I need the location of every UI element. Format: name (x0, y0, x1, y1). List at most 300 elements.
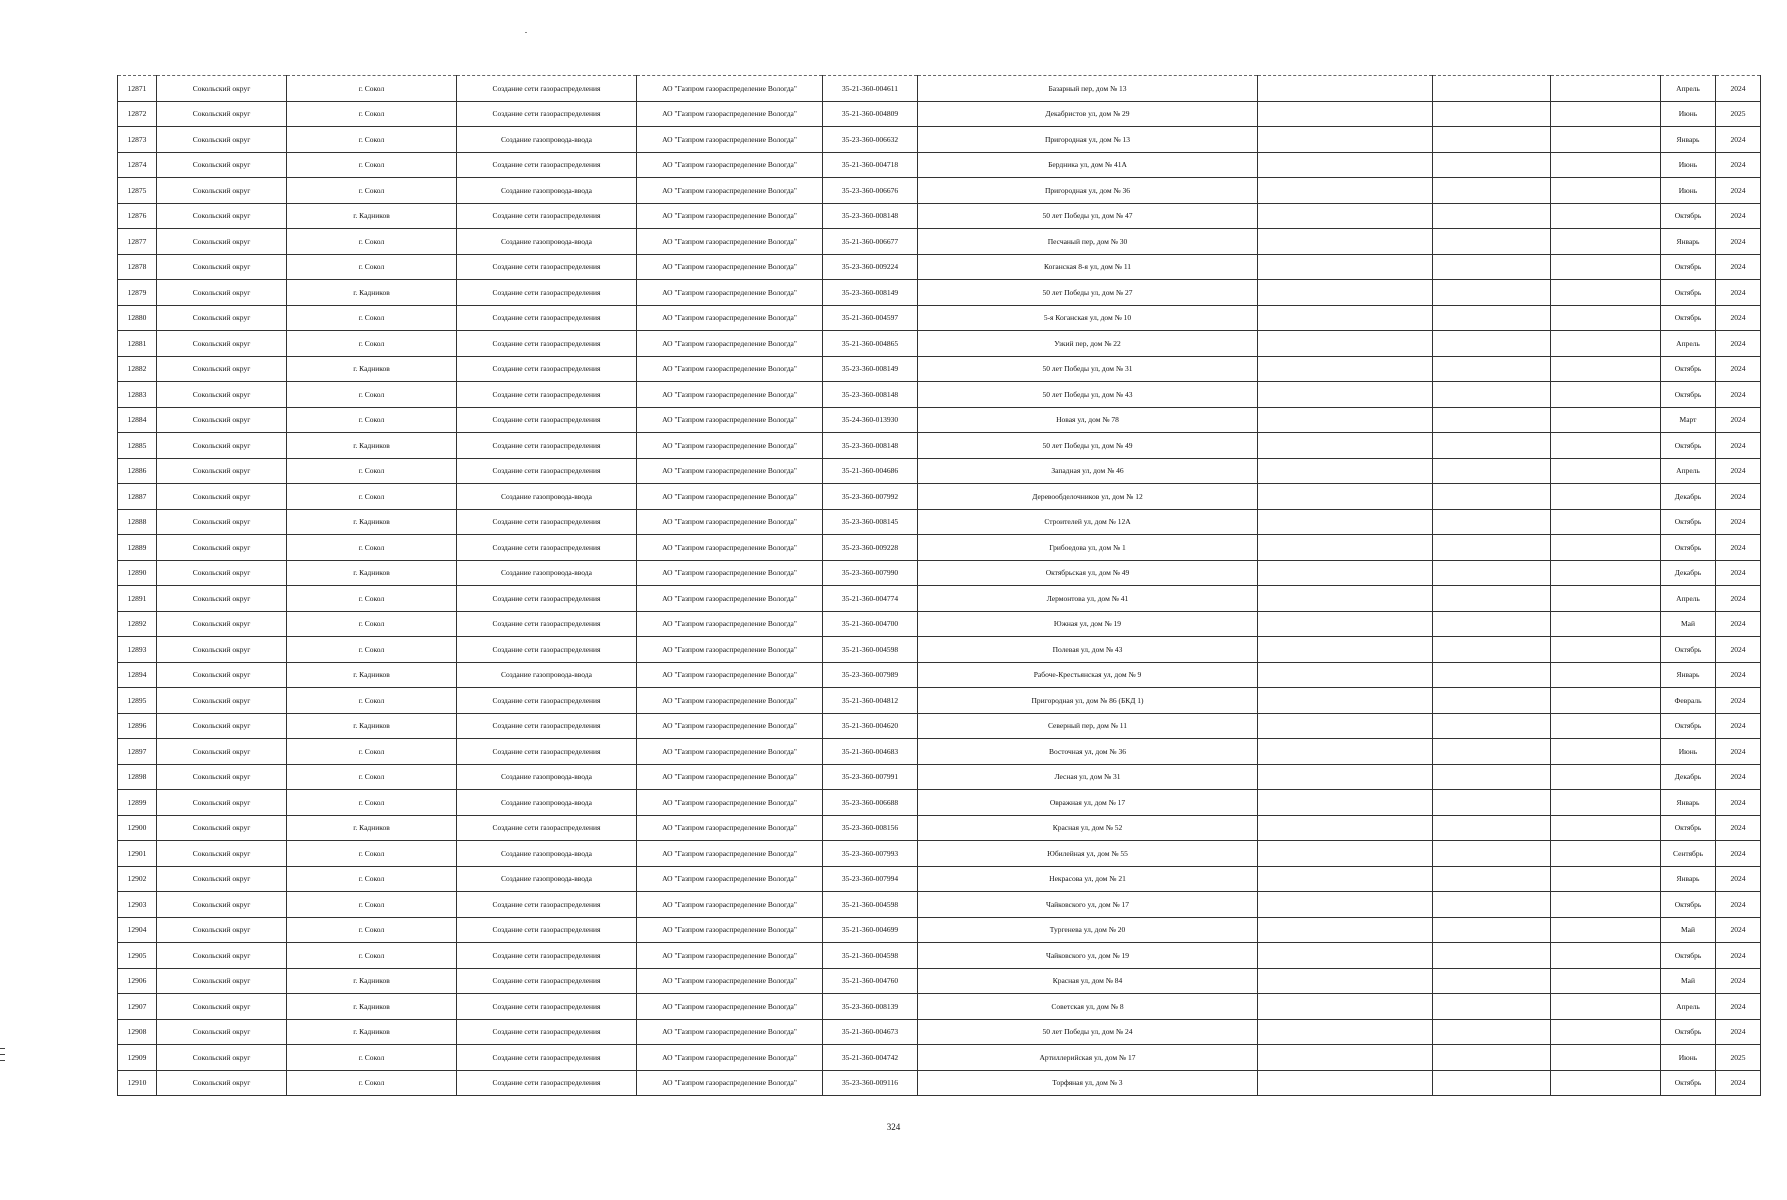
address-cell: 50 лет Победы ул, дом № 24 (918, 1019, 1258, 1045)
work-type-cell: Создание сети газораспределения (457, 331, 637, 357)
settlement-cell: г. Кадников (287, 433, 457, 459)
work-type-cell: Создание сети газораспределения (457, 968, 637, 994)
year-cell: 2025 (1716, 1045, 1761, 1071)
address-cell: Пригородная ул, дом № 13 (918, 127, 1258, 153)
settlement-cell: г. Сокол (287, 254, 457, 280)
address-cell: Декабристов ул, дом № 29 (918, 101, 1258, 127)
row-number-cell: 12898 (118, 764, 157, 790)
cadastral-number-cell: 35-23-360-008148 (823, 433, 918, 459)
table-row (118, 560, 1761, 586)
empty-cell (1258, 739, 1433, 765)
year-cell: 2024 (1716, 356, 1761, 382)
cadastral-number-cell: 35-21-360-004774 (823, 586, 918, 612)
settlement-cell: г. Кадников (287, 356, 457, 382)
district-cell: Сокольский округ (157, 1045, 287, 1071)
year-cell: 2024 (1716, 968, 1761, 994)
empty-cell (1433, 1045, 1551, 1071)
district-cell: Сокольский округ (157, 662, 287, 688)
work-type-cell: Создание сети газораспределения (457, 535, 637, 561)
settlement-cell: г. Сокол (287, 535, 457, 561)
row-number-cell: 12907 (118, 994, 157, 1020)
settlement-cell: г. Сокол (287, 892, 457, 918)
organization-cell: АО "Газпром газораспределение Вологда" (637, 1045, 823, 1071)
district-cell: Сокольский округ (157, 509, 287, 535)
address-cell: Овражная ул, дом № 17 (918, 790, 1258, 816)
row-number-cell: 12887 (118, 484, 157, 510)
work-type-cell: Создание сети газораспределения (457, 509, 637, 535)
year-cell: 2024 (1716, 841, 1761, 867)
empty-cell (1258, 305, 1433, 331)
empty-cell (1258, 254, 1433, 280)
empty-cell (1258, 968, 1433, 994)
cadastral-number-cell: 35-23-360-006676 (823, 178, 918, 204)
empty-cell (1258, 688, 1433, 714)
settlement-cell: г. Сокол (287, 866, 457, 892)
empty-cell (1551, 1070, 1661, 1096)
year-cell: 2024 (1716, 688, 1761, 714)
cadastral-number-cell: 35-21-360-004597 (823, 305, 918, 331)
empty-cell (1258, 764, 1433, 790)
cadastral-number-cell: 35-23-360-007994 (823, 866, 918, 892)
month-cell: Октябрь (1661, 382, 1716, 408)
organization-cell: АО "Газпром газораспределение Вологда" (637, 866, 823, 892)
month-cell: Июнь (1661, 739, 1716, 765)
month-cell: Январь (1661, 127, 1716, 153)
address-cell: 50 лет Победы ул, дом № 47 (918, 203, 1258, 229)
empty-cell (1551, 509, 1661, 535)
district-cell: Сокольский округ (157, 586, 287, 612)
organization-cell: АО "Газпром газораспределение Вологда" (637, 305, 823, 331)
scan-artifact (525, 32, 527, 33)
month-cell: Апрель (1661, 458, 1716, 484)
address-cell: Артиллерийская ул, дом № 17 (918, 1045, 1258, 1071)
organization-cell: АО "Газпром газораспределение Вологда" (637, 917, 823, 943)
address-cell: 50 лет Победы ул, дом № 49 (918, 433, 1258, 459)
settlement-cell: г. Сокол (287, 305, 457, 331)
cadastral-number-cell: 35-23-360-007992 (823, 484, 918, 510)
row-number-cell: 12905 (118, 943, 157, 969)
month-cell: Январь (1661, 790, 1716, 816)
table-row (118, 841, 1761, 867)
cadastral-number-cell: 35-21-360-004742 (823, 1045, 918, 1071)
table-row (118, 917, 1761, 943)
table-row (118, 611, 1761, 637)
settlement-cell: г. Кадников (287, 662, 457, 688)
table-row (118, 76, 1761, 102)
year-cell: 2024 (1716, 815, 1761, 841)
empty-cell (1551, 76, 1661, 102)
settlement-cell: г. Кадников (287, 713, 457, 739)
settlement-cell: г. Сокол (287, 637, 457, 663)
year-cell: 2025 (1716, 101, 1761, 127)
empty-cell (1551, 152, 1661, 178)
empty-cell (1551, 229, 1661, 255)
month-cell: Апрель (1661, 76, 1716, 102)
table-row (118, 127, 1761, 153)
empty-cell (1551, 433, 1661, 459)
row-number-cell: 12879 (118, 280, 157, 306)
empty-cell (1551, 968, 1661, 994)
empty-cell (1551, 101, 1661, 127)
address-cell: Коганская 8-я ул, дом № 11 (918, 254, 1258, 280)
district-cell: Сокольский округ (157, 484, 287, 510)
district-cell: Сокольский округ (157, 331, 287, 357)
organization-cell: АО "Газпром газораспределение Вологда" (637, 254, 823, 280)
work-type-cell: Создание сети газораспределения (457, 713, 637, 739)
document-table-wrapper (117, 75, 1746, 1096)
table-row (118, 382, 1761, 408)
empty-cell (1433, 560, 1551, 586)
work-type-cell: Создание сети газораспределения (457, 586, 637, 612)
year-cell: 2024 (1716, 127, 1761, 153)
row-number-cell: 12899 (118, 790, 157, 816)
table-row (118, 764, 1761, 790)
cadastral-number-cell: 35-21-360-004700 (823, 611, 918, 637)
empty-cell (1258, 484, 1433, 510)
empty-cell (1433, 509, 1551, 535)
year-cell: 2024 (1716, 764, 1761, 790)
row-number-cell: 12883 (118, 382, 157, 408)
empty-cell (1433, 178, 1551, 204)
table-row (118, 356, 1761, 382)
district-cell: Сокольский округ (157, 764, 287, 790)
row-number-cell: 12880 (118, 305, 157, 331)
work-type-cell: Создание газопровода-ввода (457, 560, 637, 586)
month-cell: Октябрь (1661, 1070, 1716, 1096)
organization-cell: АО "Газпром газораспределение Вологда" (637, 739, 823, 765)
work-type-cell: Создание сети газораспределения (457, 611, 637, 637)
empty-cell (1433, 101, 1551, 127)
empty-cell (1433, 535, 1551, 561)
settlement-cell: г. Сокол (287, 943, 457, 969)
work-type-cell: Создание сети газораспределения (457, 433, 637, 459)
empty-cell (1433, 637, 1551, 663)
cadastral-number-cell: 35-21-360-004718 (823, 152, 918, 178)
work-type-cell: Создание газопровода-ввода (457, 764, 637, 790)
table-row (118, 1019, 1761, 1045)
table-row (118, 509, 1761, 535)
table-row (118, 1070, 1761, 1096)
year-cell: 2024 (1716, 280, 1761, 306)
year-cell: 2024 (1716, 484, 1761, 510)
organization-cell: АО "Газпром газораспределение Вологда" (637, 484, 823, 510)
empty-cell (1433, 968, 1551, 994)
empty-cell (1551, 382, 1661, 408)
organization-cell: АО "Газпром газораспределение Вологда" (637, 1019, 823, 1045)
row-number-cell: 12872 (118, 101, 157, 127)
empty-cell (1258, 841, 1433, 867)
row-number-cell: 12873 (118, 127, 157, 153)
empty-cell (1433, 892, 1551, 918)
organization-cell: АО "Газпром газораспределение Вологда" (637, 764, 823, 790)
month-cell: Октябрь (1661, 305, 1716, 331)
work-type-cell: Создание сети газораспределения (457, 458, 637, 484)
year-cell: 2024 (1716, 917, 1761, 943)
row-number-cell: 12892 (118, 611, 157, 637)
month-cell: Октябрь (1661, 356, 1716, 382)
work-type-cell: Создание сети газораспределения (457, 356, 637, 382)
cadastral-number-cell: 35-23-360-008149 (823, 280, 918, 306)
month-cell: Май (1661, 968, 1716, 994)
year-cell: 2024 (1716, 586, 1761, 612)
empty-cell (1258, 76, 1433, 102)
empty-cell (1433, 943, 1551, 969)
address-cell: Пригородная ул, дом № 86 (БКД 1) (918, 688, 1258, 714)
empty-cell (1258, 611, 1433, 637)
month-cell: Октябрь (1661, 1019, 1716, 1045)
district-cell: Сокольский округ (157, 892, 287, 918)
row-number-cell: 12875 (118, 178, 157, 204)
empty-cell (1433, 739, 1551, 765)
organization-cell: АО "Газпром газораспределение Вологда" (637, 535, 823, 561)
empty-cell (1433, 1019, 1551, 1045)
empty-cell (1433, 866, 1551, 892)
empty-cell (1258, 356, 1433, 382)
work-type-cell: Создание сети газораспределения (457, 407, 637, 433)
address-cell: Южная ул, дом № 19 (918, 611, 1258, 637)
district-cell: Сокольский округ (157, 433, 287, 459)
organization-cell: АО "Газпром газораспределение Вологда" (637, 841, 823, 867)
row-number-cell: 12886 (118, 458, 157, 484)
empty-cell (1258, 586, 1433, 612)
work-type-cell: Создание сети газораспределения (457, 1019, 637, 1045)
empty-cell (1551, 407, 1661, 433)
year-cell: 2024 (1716, 637, 1761, 663)
empty-cell (1258, 127, 1433, 153)
empty-cell (1258, 152, 1433, 178)
organization-cell: АО "Газпром газораспределение Вологда" (637, 280, 823, 306)
organization-cell: АО "Газпром газораспределение Вологда" (637, 101, 823, 127)
organization-cell: АО "Газпром газораспределение Вологда" (637, 713, 823, 739)
empty-cell (1433, 764, 1551, 790)
row-number-cell: 12882 (118, 356, 157, 382)
empty-cell (1551, 688, 1661, 714)
row-number-cell: 12884 (118, 407, 157, 433)
year-cell: 2024 (1716, 152, 1761, 178)
row-number-cell: 12897 (118, 739, 157, 765)
empty-cell (1258, 331, 1433, 357)
empty-cell (1551, 586, 1661, 612)
district-cell: Сокольский округ (157, 127, 287, 153)
table-row (118, 458, 1761, 484)
cadastral-number-cell: 35-23-360-009224 (823, 254, 918, 280)
empty-cell (1551, 739, 1661, 765)
organization-cell: АО "Газпром газораспределение Вологда" (637, 1070, 823, 1096)
empty-cell (1551, 305, 1661, 331)
page-number: 324 (886, 1122, 901, 1132)
district-cell: Сокольский округ (157, 968, 287, 994)
organization-cell: АО "Газпром газораспределение Вологда" (637, 815, 823, 841)
cadastral-number-cell: 35-23-360-006632 (823, 127, 918, 153)
row-number-cell: 12900 (118, 815, 157, 841)
settlement-cell: г. Сокол (287, 586, 457, 612)
organization-cell: АО "Газпром газораспределение Вологда" (637, 407, 823, 433)
settlement-cell: г. Сокол (287, 790, 457, 816)
district-cell: Сокольский округ (157, 535, 287, 561)
cadastral-number-cell: 35-21-360-004812 (823, 688, 918, 714)
district-cell: Сокольский округ (157, 254, 287, 280)
month-cell: Октябрь (1661, 943, 1716, 969)
row-number-cell: 12890 (118, 560, 157, 586)
organization-cell: АО "Газпром газораспределение Вологда" (637, 458, 823, 484)
table-row (118, 943, 1761, 969)
cadastral-number-cell: 35-23-360-008139 (823, 994, 918, 1020)
district-cell: Сокольский округ (157, 637, 287, 663)
table-row (118, 484, 1761, 510)
empty-cell (1258, 1070, 1433, 1096)
year-cell: 2024 (1716, 382, 1761, 408)
address-cell: Юбилейная ул, дом № 55 (918, 841, 1258, 867)
cadastral-number-cell: 35-21-360-004598 (823, 892, 918, 918)
work-type-cell: Создание сети газораспределения (457, 688, 637, 714)
empty-cell (1258, 713, 1433, 739)
organization-cell: АО "Газпром газораспределение Вологда" (637, 356, 823, 382)
table-row (118, 101, 1761, 127)
table-row (118, 713, 1761, 739)
cadastral-number-cell: 35-23-360-009228 (823, 535, 918, 561)
table-row (118, 331, 1761, 357)
table-row (118, 739, 1761, 765)
table-row (118, 433, 1761, 459)
empty-cell (1551, 1045, 1661, 1071)
year-cell: 2024 (1716, 458, 1761, 484)
year-cell: 2024 (1716, 76, 1761, 102)
row-number-cell: 12904 (118, 917, 157, 943)
work-type-cell: Создание газопровода-ввода (457, 484, 637, 510)
empty-cell (1551, 203, 1661, 229)
address-cell: Октябрьская ул, дом № 49 (918, 560, 1258, 586)
work-type-cell: Создание сети газораспределения (457, 382, 637, 408)
empty-cell (1258, 178, 1433, 204)
empty-cell (1433, 127, 1551, 153)
settlement-cell: г. Сокол (287, 458, 457, 484)
work-type-cell: Создание газопровода-ввода (457, 127, 637, 153)
empty-cell (1433, 611, 1551, 637)
table-row (118, 535, 1761, 561)
year-cell: 2024 (1716, 866, 1761, 892)
district-cell: Сокольский округ (157, 305, 287, 331)
month-cell: Октябрь (1661, 280, 1716, 306)
empty-cell (1551, 356, 1661, 382)
empty-cell (1551, 458, 1661, 484)
empty-cell (1551, 815, 1661, 841)
work-type-cell: Создание газопровода-ввода (457, 841, 637, 867)
empty-cell (1258, 560, 1433, 586)
cadastral-number-cell: 35-23-360-006688 (823, 790, 918, 816)
row-number-cell: 12910 (118, 1070, 157, 1096)
cadastral-number-cell: 35-23-360-007993 (823, 841, 918, 867)
month-cell: Октябрь (1661, 713, 1716, 739)
empty-cell (1433, 229, 1551, 255)
month-cell: Октябрь (1661, 203, 1716, 229)
work-type-cell: Создание сети газораспределения (457, 1070, 637, 1096)
address-cell: Тургенева ул, дом № 20 (918, 917, 1258, 943)
empty-cell (1258, 662, 1433, 688)
empty-cell (1258, 382, 1433, 408)
empty-cell (1258, 917, 1433, 943)
district-cell: Сокольский округ (157, 458, 287, 484)
district-cell: Сокольский округ (157, 739, 287, 765)
year-cell: 2024 (1716, 178, 1761, 204)
cadastral-number-cell: 35-21-360-004611 (823, 76, 918, 102)
organization-cell: АО "Газпром газораспределение Вологда" (637, 229, 823, 255)
table-row (118, 688, 1761, 714)
work-type-cell: Создание газопровода-ввода (457, 790, 637, 816)
table-body (118, 76, 1761, 1096)
year-cell: 2024 (1716, 790, 1761, 816)
address-cell: Песчаный пер, дом № 30 (918, 229, 1258, 255)
row-number-cell: 12906 (118, 968, 157, 994)
table-row (118, 586, 1761, 612)
empty-cell (1551, 637, 1661, 663)
organization-cell: АО "Газпром газораспределение Вологда" (637, 892, 823, 918)
empty-cell (1551, 178, 1661, 204)
empty-cell (1551, 764, 1661, 790)
row-number-cell: 12871 (118, 76, 157, 102)
settlement-cell: г. Сокол (287, 611, 457, 637)
row-number-cell: 12878 (118, 254, 157, 280)
row-number-cell: 12896 (118, 713, 157, 739)
empty-cell (1551, 484, 1661, 510)
empty-cell (1433, 917, 1551, 943)
district-cell: Сокольский округ (157, 611, 287, 637)
settlement-cell: г. Сокол (287, 331, 457, 357)
month-cell: Октябрь (1661, 254, 1716, 280)
organization-cell: АО "Газпром газораспределение Вологда" (637, 433, 823, 459)
organization-cell: АО "Газпром газораспределение Вологда" (637, 560, 823, 586)
year-cell: 2024 (1716, 535, 1761, 561)
year-cell: 2024 (1716, 739, 1761, 765)
table-row (118, 968, 1761, 994)
organization-cell: АО "Газпром газораспределение Вологда" (637, 586, 823, 612)
cadastral-number-cell: 35-21-360-004865 (823, 331, 918, 357)
district-cell: Сокольский округ (157, 203, 287, 229)
empty-cell (1258, 280, 1433, 306)
settlement-cell: г. Кадников (287, 509, 457, 535)
row-number-cell: 12894 (118, 662, 157, 688)
empty-cell (1433, 203, 1551, 229)
address-cell: Строителей ул, дом № 12А (918, 509, 1258, 535)
cadastral-number-cell: 35-23-360-008149 (823, 356, 918, 382)
settlement-cell: г. Сокол (287, 178, 457, 204)
empty-cell (1433, 815, 1551, 841)
cadastral-number-cell: 35-23-360-008148 (823, 382, 918, 408)
table-row (118, 892, 1761, 918)
address-cell: Восточная ул, дом № 36 (918, 739, 1258, 765)
address-cell: Рабоче-Крестьянская ул, дом № 9 (918, 662, 1258, 688)
work-type-cell: Создание сети газораспределения (457, 305, 637, 331)
cadastral-number-cell: 35-23-360-007989 (823, 662, 918, 688)
empty-cell (1551, 841, 1661, 867)
empty-cell (1551, 535, 1661, 561)
empty-cell (1433, 1070, 1551, 1096)
settlement-cell: г. Сокол (287, 407, 457, 433)
month-cell: Март (1661, 407, 1716, 433)
district-cell: Сокольский округ (157, 382, 287, 408)
organization-cell: АО "Газпром газораспределение Вологда" (637, 178, 823, 204)
month-cell: Июнь (1661, 101, 1716, 127)
row-number-cell: 12893 (118, 637, 157, 663)
empty-cell (1433, 688, 1551, 714)
organization-cell: АО "Газпром газораспределение Вологда" (637, 76, 823, 102)
address-cell: Чайковского ул, дом № 19 (918, 943, 1258, 969)
row-number-cell: 12876 (118, 203, 157, 229)
address-cell: Западная ул, дом № 46 (918, 458, 1258, 484)
organization-cell: АО "Газпром газораспределение Вологда" (637, 790, 823, 816)
row-number-cell: 12888 (118, 509, 157, 535)
gasification-register-table (117, 75, 1761, 1096)
row-number-cell: 12903 (118, 892, 157, 918)
